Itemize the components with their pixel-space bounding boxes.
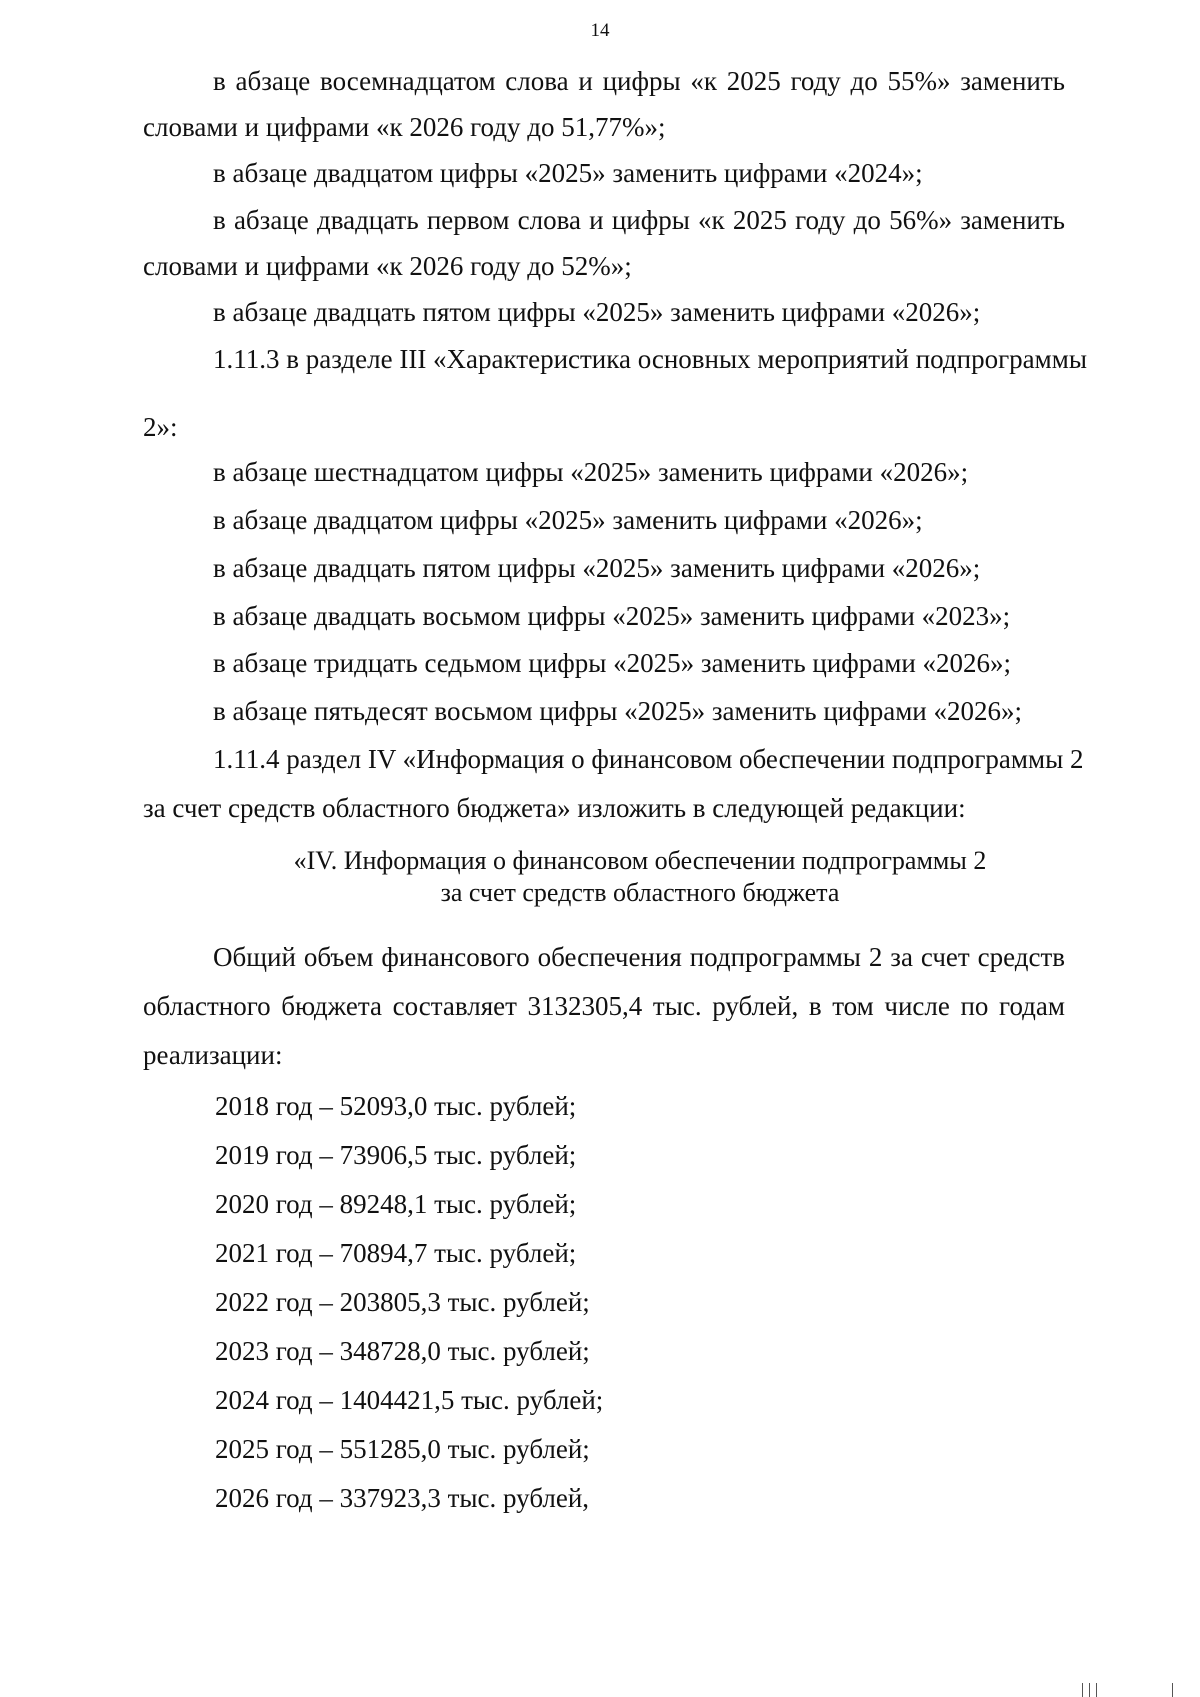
paragraph-11: в абзаце пятьдесят восьмом цифры «2025» заменить цифрами «2026»; xyxy=(213,696,1022,726)
paragraph-5-line-2: 2»: xyxy=(143,412,178,442)
scan-artifact xyxy=(1096,1683,1097,1697)
paragraph-1-line-2: словами и цифрами «к 2026 году до 51,77%»; xyxy=(143,112,666,142)
scan-artifact xyxy=(1089,1683,1090,1697)
paragraph-3-line-1: в абзаце двадцать первом слова и цифры «к 2025 году до 56%» заменить xyxy=(213,205,1065,235)
paragraph-9: в абзаце двадцать восьмом цифры «2025» заменить цифрами «2023»; xyxy=(213,601,1011,631)
paragraph-12-line-1: 1.11.4 раздел IV «Информация о финансовом обеспечении подпрограммы 2 xyxy=(213,744,1084,774)
paragraph-7: в абзаце двадцатом цифры «2025» заменить цифрами «2026»; xyxy=(213,505,923,535)
paragraph-1-line-1: в абзаце восемнадцатом слова и цифры «к 2025 году до 55%» заменить xyxy=(213,66,1065,96)
section-heading-line-1: «IV. Информация о финансовом обеспечении подпрограммы 2 xyxy=(293,846,987,875)
year-item: 2025 год – 551285,0 тыс. рублей; xyxy=(215,1434,590,1464)
paragraph-12-line-2: за счет средств областного бюджета» изложить в следующей редакции: xyxy=(143,793,966,823)
section-heading-line-2: за счет средств областного бюджета xyxy=(440,878,840,907)
year-item: 2021 год – 70894,7 тыс. рублей; xyxy=(215,1238,577,1268)
summary-line-1: Общий объем финансового обеспечения подпрограммы 2 за счет средств xyxy=(213,942,1065,972)
paragraph-5-line-1: 1.11.3 в разделе III «Характеристика основных мероприятий подпрограммы xyxy=(213,344,1087,374)
year-item: 2022 год – 203805,3 тыс. рублей; xyxy=(215,1287,590,1317)
year-item: 2019 год – 73906,5 тыс. рублей; xyxy=(215,1140,577,1170)
paragraph-10: в абзаце тридцать седьмом цифры «2025» заменить цифрами «2026»; xyxy=(213,648,1012,678)
paragraph-3-line-2: словами и цифрами «к 2026 году до 52%»; xyxy=(143,251,632,281)
paragraph-8: в абзаце двадцать пятом цифры «2025» заменить цифрами «2026»; xyxy=(213,553,981,583)
scan-artifact xyxy=(1172,1683,1173,1697)
year-item: 2024 год – 1404421,5 тыс. рублей; xyxy=(215,1385,604,1415)
year-item: 2018 год – 52093,0 тыс. рублей; xyxy=(215,1091,577,1121)
year-item: 2026 год – 337923,3 тыс. рублей, xyxy=(215,1483,590,1513)
paragraph-6: в абзаце шестнадцатом цифры «2025» заменить цифрами «2026»; xyxy=(213,457,969,487)
year-item: 2020 год – 89248,1 тыс. рублей; xyxy=(215,1189,577,1219)
summary-line-3: реализации: xyxy=(143,1040,283,1070)
page-number: 14 xyxy=(590,20,610,41)
scan-artifact xyxy=(1082,1683,1083,1697)
paragraph-4: в абзаце двадцать пятом цифры «2025» заменить цифрами «2026»; xyxy=(213,297,981,327)
paragraph-2: в абзаце двадцатом цифры «2025» заменить цифрами «2024»; xyxy=(213,158,923,188)
year-item: 2023 год – 348728,0 тыс. рублей; xyxy=(215,1336,590,1366)
summary-line-2: областного бюджета составляет 3132305,4 тыс. рублей, в том числе по годам xyxy=(143,991,1065,1021)
